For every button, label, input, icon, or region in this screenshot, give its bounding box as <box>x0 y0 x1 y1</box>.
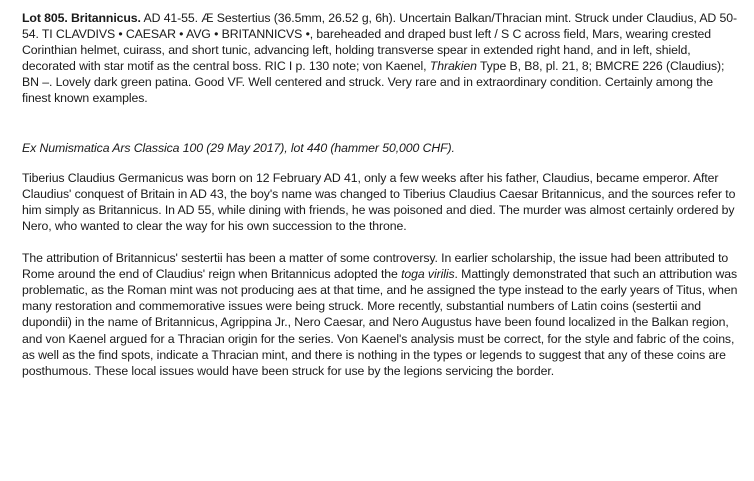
lot-description <box>22 10 744 107</box>
attribution-paragraph <box>22 250 744 379</box>
attribution-italic: toga virilis <box>401 267 455 282</box>
lot-heading: Lot 805. Britannicus. <box>22 11 141 25</box>
biography-paragraph: Tiberius Claudius Germanicus was born on 12 February AD 41, only a few weeks after his father, Claudius, became emperor. After Claudius' conquest of Britain in AD 43, the boy's name was changed to Tiberius Claudius Caesar Britannicus, and the sources refer to him simply as Britannicus. In AD 55, while dining with friends, he was poisoned and died. The murder was almost certainly ordered by Nero, who wanted to clear the way for his own succession to the throne. <box>22 170 736 233</box>
attribution-text: The attribution of Britannicus' sestertii has been a matter of some controversy. In earlier scholarship, the issue had been attributed to Rome around the end of Claudius' reign when Britannicus adopted the <box>22 251 729 282</box>
lot-description-italic: Thrakien <box>429 59 477 74</box>
lot-description-text: AD 41-55. Æ Sestertius (36.5mm, 26.52 g, 6h). Uncertain Balkan/Thracian mint. Struck under Claudius, AD 50-54. TI CLAVDIVS • CAESAR • AVG • BRITANNICVS •, bareheaded and draped bust left / S C across field, Mars, wearing crested Corinthian helmet, cuirass, and short tunic, advancing left, holding transverse spear in extended right hand, and in left, shield, decorated with star motif as the central boss. RIC I p. 130 note; von Kaenel, <box>22 11 737 74</box>
attribution-text-2: . Mattingly demonstrated that such an attribution was problematic, as the Roman mint was not producing aes at that time, and he assigned the type instead to the early years of Titus, when many restoration and commemorative issues were being struck. More recently, substantial numbers of Latin coins (sestertii and dupondii) in the name of Britannicus, Agrippina Jr., Nero Caesar, and Nero Augustus have been found localized in the Balkan region, and von Kaenel argued for a Thracian origin for the series. Von Kaenel's analysis must be correct, for the style and fabric of the coins, as well as the find spots, indicate a Thracian mint, and there is nothing in the types or legends to suggest that any of these coins are posthumous. These local issues would have been struck for use by the legions servicing the border. <box>22 267 738 378</box>
provenance-line: Ex Numismatica Ars Classica 100 (29 May 2017), lot 440 (hammer 50,000 CHF). <box>22 140 455 155</box>
lot-description-text-2: Type B, B8, pl. 21, 8; BMCRE 226 (Claudius); BN –. Lovely dark green patina. Good VF. Well centered and struck. Very rare and in extraordinary condition. Certainly among the finest known examples. <box>22 59 725 106</box>
